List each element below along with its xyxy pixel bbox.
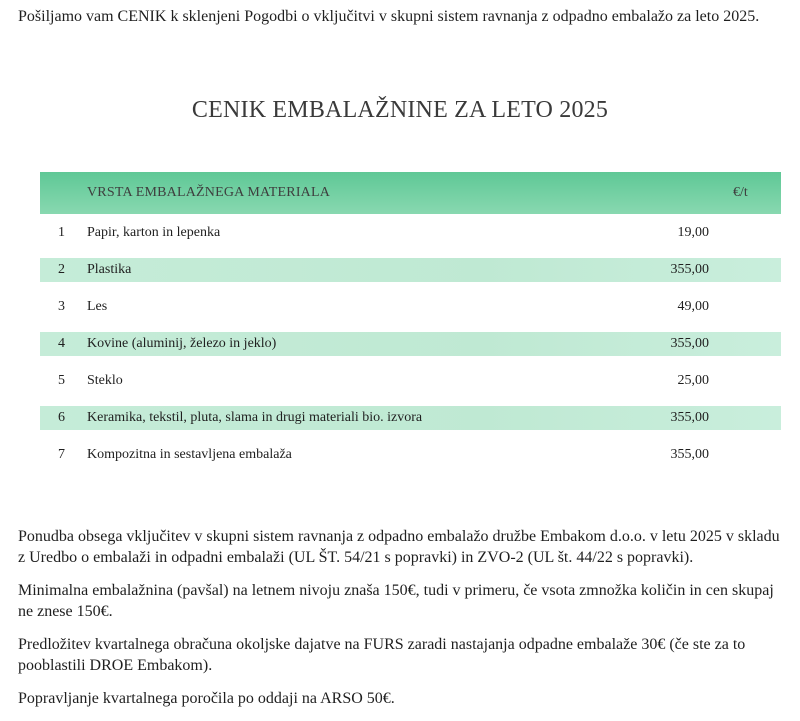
row-number: 4 — [58, 336, 65, 351]
table-row — [40, 258, 781, 282]
row-price: 19,00 — [677, 225, 709, 240]
row-number: 5 — [58, 373, 65, 388]
row-price: 49,00 — [677, 299, 709, 314]
row-price: 355,00 — [670, 410, 709, 425]
page-title: CENIK EMBALAŽNINE ZA LETO 2025 — [191, 97, 609, 123]
note-paragraph: Minimalna embalažnina (pavšal) na letnem nivoju znaša 150€, tudi v primeru, če vsota zmnožka količin in cen skupaj ne znese 150€. — [18, 582, 774, 620]
row-material: Plastika — [87, 262, 132, 277]
table-row — [40, 332, 781, 356]
row-price: 355,00 — [670, 447, 709, 462]
row-number: 6 — [58, 410, 65, 425]
row-price: 355,00 — [670, 262, 709, 277]
table-row — [40, 436, 781, 474]
header-unit: €/t — [733, 185, 748, 200]
header-material: VRSTA EMBALAŽNEGA MATERIALA — [87, 185, 331, 200]
table-row — [40, 214, 781, 252]
note-paragraph: Predložitev kvartalnega obračuna okoljske dajatve na FURS zaradi nastajanja odpadne embalaže 30€ (če ste za to pooblastili DROE Embakom). — [18, 636, 746, 674]
row-material: Kompozitna in sestavljena embalaža — [87, 447, 292, 462]
row-material: Kovine (aluminij, železo in jeklo) — [87, 336, 277, 351]
row-number: 1 — [58, 225, 65, 240]
row-price: 355,00 — [670, 336, 709, 351]
row-number: 3 — [58, 299, 65, 314]
price-table — [40, 172, 781, 474]
row-material: Les — [87, 299, 108, 314]
row-price: 25,00 — [677, 373, 709, 388]
note-paragraph: Ponudba obsega vključitev v skupni sistem ravnanja z odpadno embalažo družbe Embakom d.o.o. v letu 2025 v skladu z Uredbo o embalaži in odpadni embalaži (UL ŠT. 54/21 s popravki) in ZVO-2 (UL št. 44/22 s popravki). — [18, 528, 780, 566]
row-material: Keramika, tekstil, pluta, slama in drugi materiali bio. izvora — [87, 410, 423, 425]
row-number: 7 — [58, 447, 65, 462]
notes-section — [18, 526, 790, 721]
row-number: 2 — [58, 262, 65, 277]
row-material: Steklo — [87, 373, 123, 388]
table-row — [40, 362, 781, 400]
intro-text: Pošiljamo vam CENIK k sklenjeni Pogodbi o vključitvi v skupni sistem ravnanja z odpadno embalažo za leto 2025. — [18, 8, 760, 25]
note-paragraph: Popravljanje kvartalnega poročila po oddaji na ARSO 50€. — [18, 690, 395, 707]
table-header — [40, 172, 781, 214]
row-material: Papir, karton in lepenka — [87, 225, 221, 240]
table-row — [40, 288, 781, 326]
table-row — [40, 406, 781, 430]
